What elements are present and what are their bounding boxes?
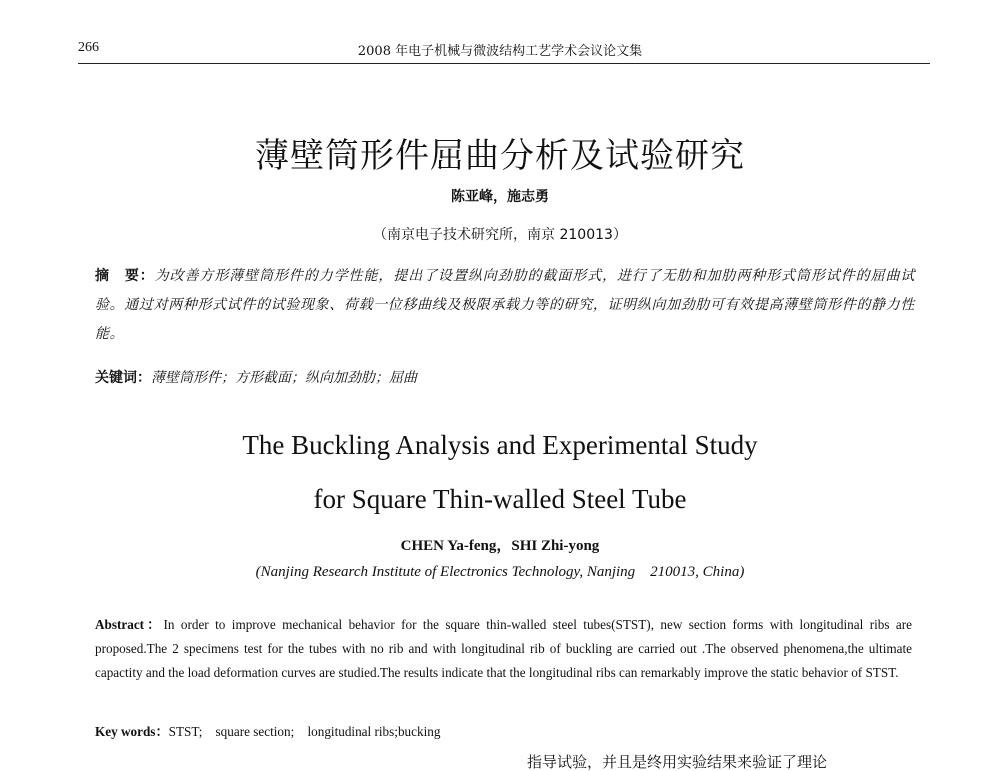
- chinese-abstract-label: 摘 要：: [95, 268, 155, 284]
- chinese-abstract: [95, 262, 915, 349]
- chinese-keywords: [95, 368, 915, 388]
- english-title-line-1: The Buckling Analysis and Experimental Study: [242, 430, 758, 460]
- page-number: 266: [78, 40, 99, 55]
- chinese-keywords-text: 薄壁筒形件；方形截面；纵向加劲肋；屈曲: [151, 370, 417, 386]
- english-abstract-text: In order to improve mechanical behavior for the square thin-walled steel tubes(STST), new section forms with longitudinal ribs are proposed.The 2 specimens test for the tubes with no rib and with longitudinal rib of buckling are carried out .The observed phenomena,the ultimate capactity and the load deformation curves are studied.The results indicate that the longitudinal ribs can remarkably improve the static behavior of STST.: [95, 617, 912, 680]
- english-keywords-text: STST; square section; longitudinal ribs;bucking: [168, 724, 441, 739]
- running-title: 2008 年电子机械与微波结构工艺学术会议论文集: [357, 44, 643, 59]
- chinese-title: 薄壁筒形件屈曲分析及试验研究: [255, 136, 745, 176]
- english-title-line-2: for Square Thin-walled Steel Tube: [313, 484, 687, 514]
- english-affiliation: (Nanjing Research Institute of Electronics Technology, Nanjing 210013, China): [255, 564, 745, 580]
- english-keywords: [95, 721, 912, 740]
- chinese-abstract-text: 为改善方形薄壁筒形件的力学性能，提出了设置纵向劲肋的截面形式，进行了无肋和加肋两种形式筒形试件的屈曲试验。通过对两种形式试件的试验现象、荷载一位移曲线及极限承载力等的研究，证明纵向加劲肋可有效提高薄壁筒形件的静力性能。: [95, 268, 915, 342]
- chinese-keywords-label: 关键词：: [95, 370, 151, 386]
- english-authors: CHEN Ya-feng，SHI Zhi-yong: [400, 538, 600, 554]
- chinese-affiliation: （南京电子技术研究所，南京 210013）: [373, 227, 627, 243]
- chinese-authors: 陈亚峰，施志勇: [451, 189, 549, 205]
- english-abstract: [95, 613, 912, 685]
- cut-off-body-text: 指导试验，并且是终用实验结果来验证了理论: [527, 753, 828, 771]
- english-abstract-label: Abstract：: [95, 617, 164, 632]
- header-rule: [78, 63, 930, 64]
- english-keywords-label: Key words：: [95, 724, 169, 739]
